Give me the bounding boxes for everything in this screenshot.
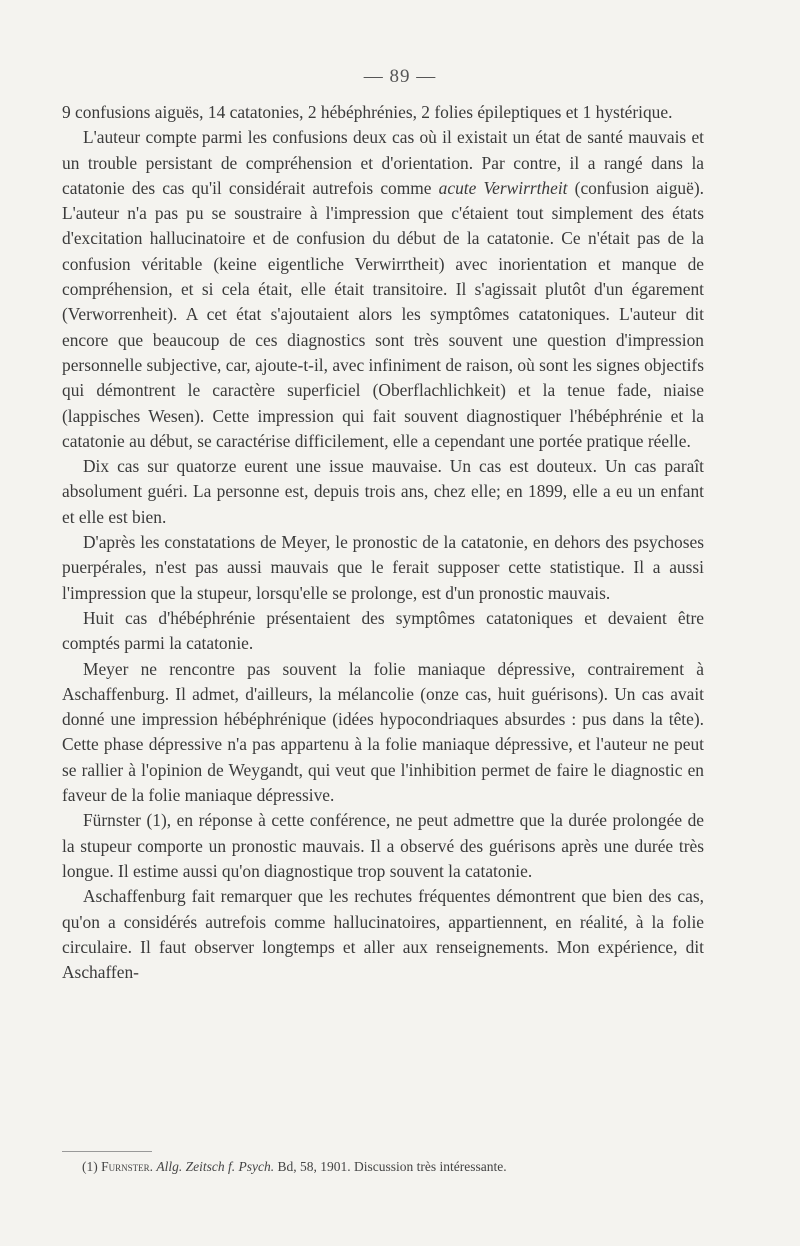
paragraph-6: Meyer ne rencontre pas souvent la folie maniaque dépressive, contrairement à Aschaffenburg. Il admet, d'ailleurs, la mélancolie (onze cas, huit guérisons). Un cas avait donné une impression hébéphrénique (idées hypocondriaques absurdes : pus dans la tête). Cette phase dépressive n'a pas appartenu à la folie maniaque dépressive, et l'auteur ne peut se rallier à l'opinion de Weygandt, qui veut que l'inhibition permet de faire le diagnostic en faveur de la folie maniaque dépressive. [62, 658, 704, 806]
paragraph-4: D'après les constatations de Meyer, le pronostic de la catatonie, en dehors des psychoses puerpérales, n'est pas aussi mauvais que le ferait supposer cette statistique. Il a aussi l'impression que la stupeur, lorsqu'elle se prolonge, est d'un pronostic mauvais. [62, 532, 704, 603]
paragraph-2-start: L'auteur compte parmi les confusions deux cas où il existait un état de santé mauvais et un trouble persistant de compréhension et d'orientation. Par contre, il a rangé dans la catatonie des cas qu'il considérait autrefois comme [62, 127, 704, 198]
footnote-marker: (1) [82, 1159, 102, 1174]
body-text [62, 100, 704, 985]
paragraph-3: Dix cas sur quatorze eurent une issue mauvaise. Un cas est douteux. Un cas paraît absolument guéri. La personne est, depuis trois ans, chez elle; en 1899, elle a eu un enfant et elle est bien. [62, 456, 704, 527]
paragraph-1: 9 confusions aiguës, 14 catatonies, 2 hébéphrénies, 2 folies épileptiques et 1 hystérique. [62, 102, 673, 122]
footnote-journal: Allg. Zeitsch f. Psych. [156, 1159, 275, 1174]
paragraph-7: Fürnster (1), en réponse à cette conférence, ne peut admettre que la durée prolongée de la stupeur comporte un pronostic mauvais. Il a observé des guérisons après une durée très longue. Il estime aussi qu'on diagnostique trop souvent la catatonie. [62, 810, 704, 881]
paragraph-5: Huit cas d'hébéphrénie présentaient des symptômes catatoniques et devaient être comptés parmi la catatonie. [62, 607, 704, 654]
footnote-rest: Bd, 58, 1901. Discussion très intéressante. [274, 1159, 507, 1174]
footnote [82, 1158, 702, 1176]
paragraph-2-end: (confusion aiguë). L'auteur n'a pas pu se soustraire à l'impression que c'étaient tout simplement des états d'excitation hallucinatoire et de confusion du début de la catatonie. Ce n'était pas de la confusion véritable (keine eigentliche Verwirrtheit) avec inorientation et manque de compréhension, et si cela était, elle était transitoire. Il s'agissait plutôt d'un égarement (Verworrenheit). A cet état s'ajoutaient alors les symptômes catatoniques. L'auteur dit encore que beaucoup de ces diagnostics sont très souvent une question d'impression personnelle subjective, car, ajoute-t-il, avec infiniment de raison, où sont les signes objectifs qui démontrent le caractère superficiel (Oberflachlichkeit) et la tenue fade, niaise (lappisches Wesen). Cette impression qui fait souvent diagnostiquer l'hébéphrénie et la catatonie au début, se caractérise difficilement, elle a cependant une portée pratique réelle. [62, 177, 704, 451]
page-number: — 89 — [363, 66, 437, 87]
paragraph-2-italic: acute Verwirrtheit [438, 177, 568, 198]
footnote-author: Furnster. [101, 1159, 154, 1174]
paragraph-8: Aschaffenburg fait remarquer que les rechutes fréquentes démontrent que bien des cas, qu'on a considérés autrefois comme hallucinatoires, appartiennent, en réalité, à la folie circulaire. Il faut observer longtemps et aller aux renseignements. Mon expérience, dit Aschaffen- [62, 886, 704, 983]
footnote-divider [62, 1151, 152, 1152]
paragraph-2 [62, 125, 704, 454]
